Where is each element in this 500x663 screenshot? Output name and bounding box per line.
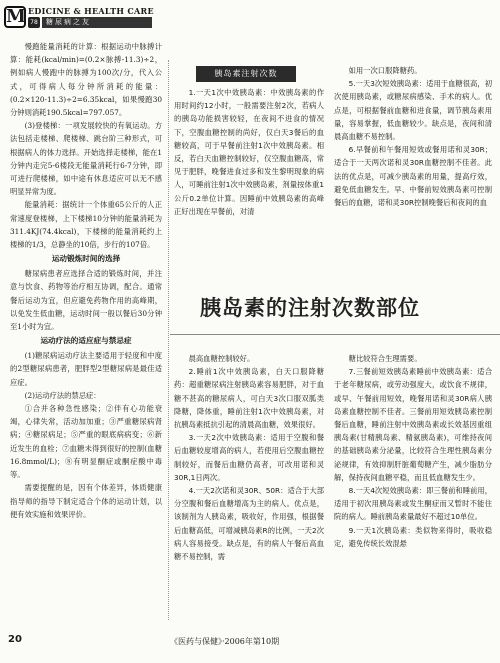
paragraph: 3.一天2次中效胰岛素：适用于空腹和餐后血糖较度增高的病人，若使用后空腹血糖控制较好，而餐后血糖仍高者，可改用诺和灵30R,1日两次。	[174, 433, 324, 482]
paragraph: 需要提醒的是，因有个体差异，体质健康指导师的指导下制定适合个体的运动计划，以便有效实施和效果评价。	[10, 483, 162, 519]
paragraph: 7.三餐前短效胰岛素睡前中效胰岛素：适合于老年糖尿病，或劳动强度大，或饮食不规律，或早、午餐前用短效，晚餐用诺和灵30R病人胰岛素血糖控制不佳者。三餐前用短效胰岛素控制餐后血糖，睡前注射中效胰岛素或长效基因重组胰岛素(甘精胰岛素、精氨胰岛素)，可维持夜间的基础胰岛素分泌量，比较符合生理性胰岛素分泌规律，有效抑制肝脏葡萄糖产生，减少脂肪分解，保持夜间血糖平稳，而且低血糖发生少。	[334, 367, 492, 482]
paragraph: 糖尿病患者应选择合适的锻炼时间，并注意与饮食、药物等治疗相互协调，配合。通常餐后运动为宜，但应避免药物作用的高峰期，以免发生低血糖，运动时间一般以餐后30分钟至1小时为宜。	[10, 269, 162, 332]
journal-citation: 《医药与保健》·2006年第10期	[170, 637, 280, 646]
article-title: 胰岛素的注射次数部位	[200, 296, 420, 320]
paragraph: 2.睡前1次中效胰岛素，白天口服降糖药：超重糖尿病注射胰岛素容易肥胖，对于血糖不甚高的糖尿病人，可白天3次口服双胍类降糖，降体重，睡前注射1次中效胰岛素，对抗胰岛素抵抗引起的清晨高血糖，效果很好。	[174, 367, 324, 430]
paragraph: (2)运动疗法的禁忌症：	[24, 390, 101, 400]
page-number: 20	[8, 634, 22, 645]
left-column-part1	[10, 40, 162, 251]
paragraph: ①合并各种急性感染；②伴有心功能衰竭，心律失常，活动加加重；③严重糖尿病肾病；④糖尿病足；⑤严重的眼底病病变；⑥新近发生的血栓；⑦血糖未得到很好的控制(血糖16.8mmol/L)；⑧有明显酮症或酮症酸中毒等。	[10, 404, 162, 480]
subheading-exercise-time: 运动锻炼时间的选择	[51, 254, 121, 264]
paragraph: 6.早餐前和午餐用短效或餐用诺和灵30R；适合于一天两次诺和灵30R血糖控制不佳者。此法的优点是，可减少胰岛素的用量，提高疗效，避免低血糖发生。早、中餐前短效胰岛素可控制餐后的血糖，诺和灵30R控制晚餐后和夜间的血	[334, 145, 492, 208]
section-band: 糖尿病之友	[42, 17, 152, 28]
magazine-logo-text: EDICINE & HEALTH CARE	[28, 6, 154, 16]
article-title-band	[170, 282, 500, 344]
paragraph: 糖比较符合生理需要。	[348, 354, 422, 363]
paragraph: 能量消耗：据统计一个体重65公斤的人正常速度登楼梯，上下楼梯10分钟的能量消耗为311.4KJ(74.4kcal)，下楼梯的能量消耗约上楼梯的1/3，总静坐的10倍，步行的107倍。	[10, 200, 162, 250]
section-banner: 胰岛素注射次数	[196, 66, 296, 82]
paragraph: 如用一次口服降糖药。	[348, 66, 422, 75]
paragraph: 4.一天2次诺和灵30R、50R：适合于大部分空腹和餐后血糖增高为主的病人。优点是，该制剂为人胰岛素，吸收好，作用强，根据餐后血糖高低，可增减胰岛素R的比例，一天2次病人容易接受。缺点是，有的病人午餐后高血糖不易控制，需	[174, 486, 324, 562]
header-badge: 78	[28, 17, 40, 28]
paragraph: 9.一天1次胰岛素：类似物来得时，吸收稳定，避免传统长效混悬	[334, 525, 492, 548]
paragraph: 晨高血糖控制较好。	[188, 354, 255, 363]
title-rule	[170, 334, 500, 335]
magazine-logo-m: M	[6, 6, 26, 27]
paragraph: (1)糖尿病运动疗法主要适用于轻度和中度的2型糖尿病患者，肥胖型2型糖尿病是最佳适应症。	[10, 351, 162, 387]
paragraph: 5.一天3次短效胰岛素：适用于血糖很高，初次使用胰岛素，或糖尿病感染、手术的病人。优点是，可根据餐前血糖和进食量，调节胰岛素用量，容易掌握，低血糖较少。缺点是，夜间和清晨高血糖不易控制。	[334, 79, 492, 142]
right-top-column	[334, 64, 492, 209]
left-column	[10, 40, 162, 521]
column-divider	[168, 60, 169, 620]
middle-bottom-column	[174, 352, 324, 563]
paragraph: (3)登楼梯：一项发展较快的有氧运动。方法包括走楼梯、爬楼梯、跳台阶三种形式，可根据病人的体力选择。开始选择走楼梯，能在1分钟内走完5-6楼段无能量消耗行6-7分钟，即可进行爬楼梯，如中途有休息适应可以无不感明显异常为度。	[10, 121, 162, 197]
paragraph: 慢跑能量消耗的计算：根据运动中脉搏计算：能耗(kcal/min)=(0.2×脉搏-11.3)÷2，例如病人慢跑中的脉搏为100次/分，代入公式，可得病人每分钟所消耗的能量：(0.2×120-11.3)÷2=6.35kcal，如果慢跑30分钟则消耗190.5kcal=797.057。	[10, 42, 162, 118]
subheading-indications: 运动疗法的适应症与禁忌症	[40, 336, 132, 346]
left-column-part2	[10, 267, 162, 333]
paragraph: 8.一天4次短效胰岛素：即三餐前和睡前用，适用于初次用胰岛素或发生酮症而又暂时不能住院的病人。睡前胰岛素量最好不超过10单位。	[334, 486, 492, 522]
right-bottom-column	[334, 352, 492, 550]
left-column-part3	[10, 349, 162, 521]
middle-top-column	[174, 86, 324, 218]
paragraph: 1.一天1次中效胰岛素：中效胰岛素的作用时间约12小时，一般需要注射2次，若病人的胰岛功能损害较轻，在夜间不进食的情况下，空腹血糖控制的尚好，仅白天3餐后的血糖较高，可于早餐前注射1次中效胰岛素。相反，若白天血糖控制较好，仅空腹血糖高，常见于肥胖，晚餐进食过多和发生黎明现象的病人，可睡前注射1次中效胰岛素，剂量按体重1公斤0.2单位计算。因睡前中效胰岛素的高峰正好出现在早餐前，对清	[174, 88, 324, 216]
